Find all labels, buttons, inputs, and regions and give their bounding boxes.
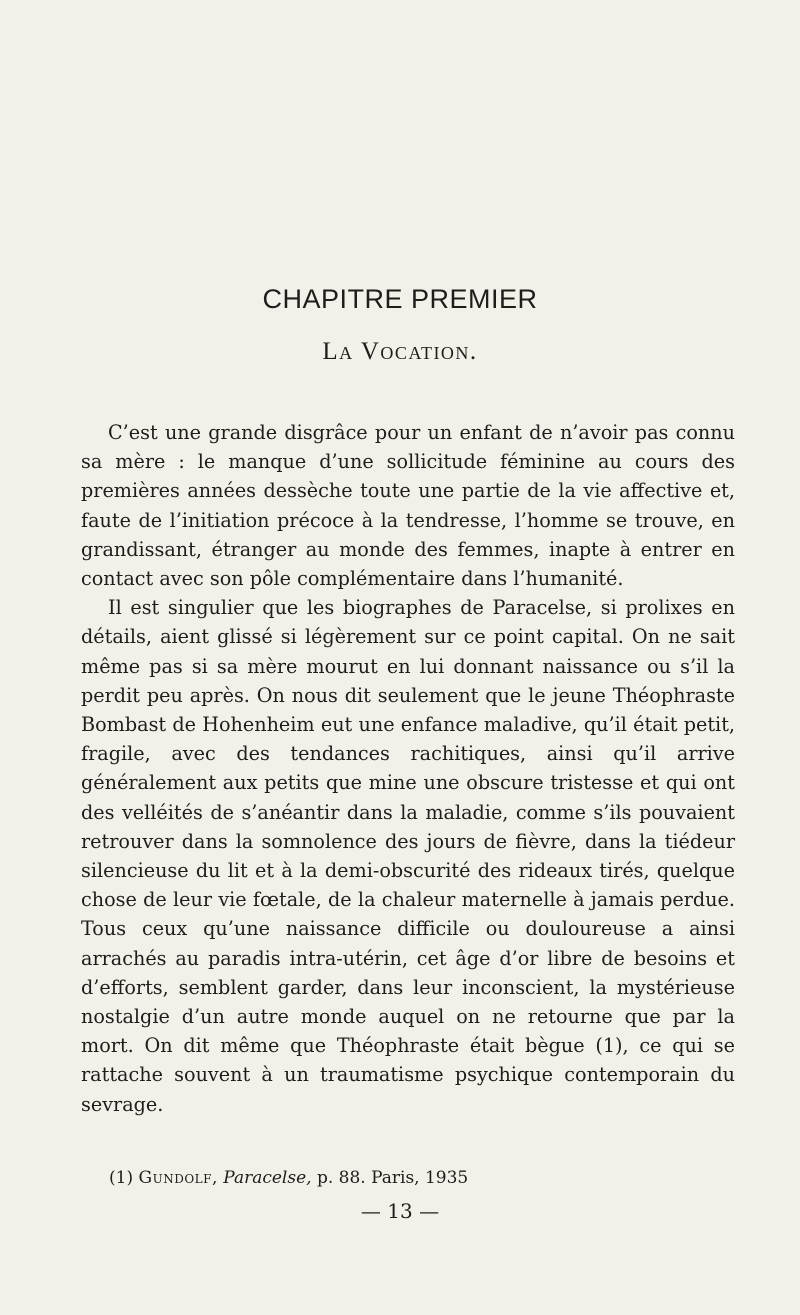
- footnote-work: Paracelse,: [223, 1168, 312, 1188]
- footnote-marker: (1): [109, 1168, 134, 1188]
- footnote: [109, 1168, 729, 1188]
- chapter-title: CHAPITRE PREMIER: [262, 284, 538, 314]
- paragraph: Il est singulier que les biographes de Paracelse, si prolixes en détails, aient glissé si légèrement sur ce point capital. On ne sait même pas si sa mère mourut en lui donnant naissance ou s’il la perdit peu après. On nous dit seulement que le jeune Théophraste Bombast de Hohenheim eut une enfance maladive, qu’il était petit, fragile, avec des tendances rachitiques, ainsi qu’il arrive généralement aux petits que mine une obscure tristesse et qui ont des velléités de s’anéantir dans la maladie, comme s’ils pouvaient retrouver dans la somnolence des jours de fièvre, dans la tiédeur silencieuse du lit et à la demi-obscurité des rideaux tirés, quelque chose de leur vie fœtale, de la chaleur maternelle à jamais perdue. Tous ceux qu’une naissance difficile ou douloureuse a ainsi arrachés au paradis intra-utérin, cet âge d’or libre de besoins et d’efforts, semblent garder, dans leur inconscient, la mystérieuse nostalgie d’un autre monde auquel on ne retourne que par la mort. On dit même que Théophraste était bègue (1), ce qui se rattache souvent à un traumatisme psychique contemporain du sevrage.: [81, 596, 735, 1116]
- chapter-subtitle: La Vocation.: [322, 338, 478, 365]
- body-text: [81, 418, 735, 1119]
- page-number: — 13 —: [360, 1199, 440, 1223]
- footnote-author: Gundolf,: [138, 1168, 218, 1188]
- footnote-details: p. 88. Paris, 1935: [316, 1168, 469, 1188]
- paragraph: C’est une grande disgrâce pour un enfant de n’avoir pas connu sa mère : le manque d’une sollicitude féminine au cours des premières années dessèche toute une partie de la vie affective et, faute de l’initiation précoce à la tendresse, l’homme se trouve, en grandissant, étranger au monde des femmes, inapte à entrer en contact avec son pôle complémentaire dans l’humanité.: [81, 421, 735, 591]
